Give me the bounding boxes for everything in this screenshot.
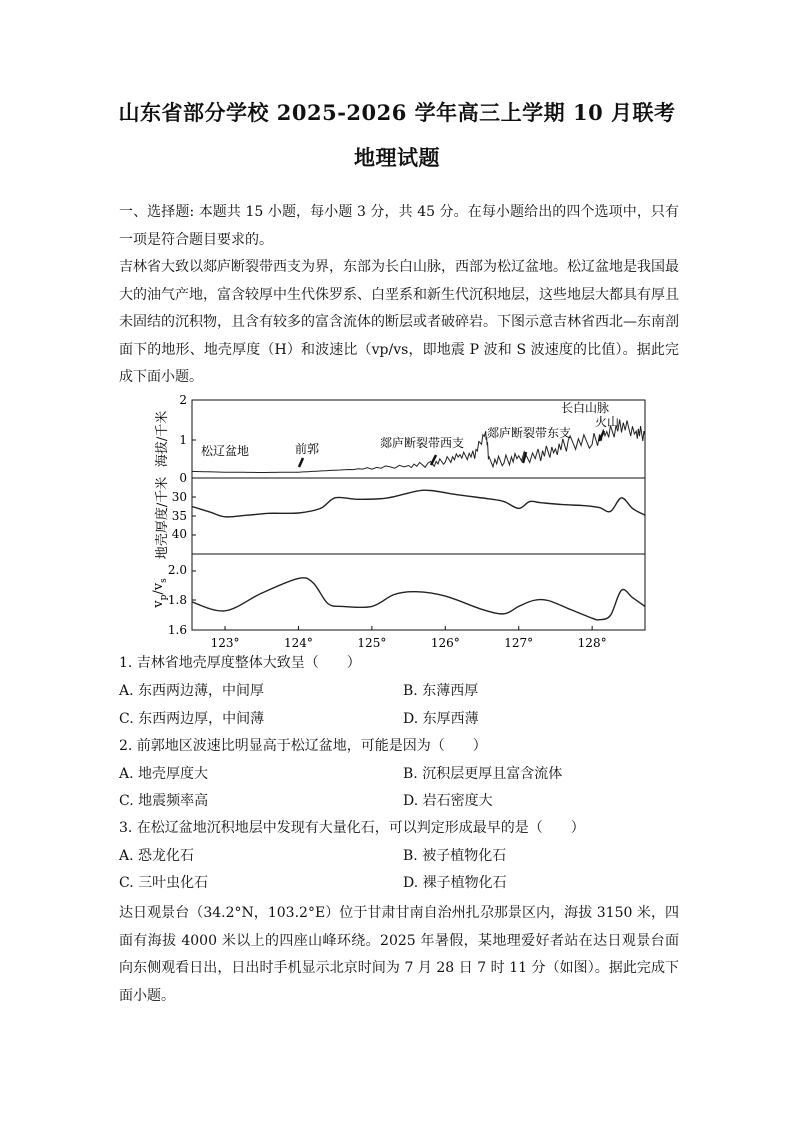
question-3-stem: 3. 在松辽盆地沉积地层中发现有大量化石，可以判定形成最早的是（ ） [119, 820, 585, 836]
q1-option-a[interactable]: A. 东西两边薄，中间厚 [119, 683, 265, 699]
q2-option-a[interactable]: A. 地壳厚度大 [119, 766, 209, 782]
passage-2: 达日观景台（34.2°N，103.2°E）位于甘肃甘南自治州扎尕那景区内，海拔 3150 米，四面有海拔 4000 米以上的四座山峰环绕。2025 年暑假，某地理爱好者站在达日观景台面向东侧观看日出，日出时手机显示北京时间为 7 月 28 日 7 时 11 分（如图）。据此完成下面小题。 [119, 905, 679, 1004]
q3-option-b[interactable]: B. 被子植物化石 [403, 848, 507, 864]
figure-frame [192, 400, 645, 630]
q1-option-c[interactable]: C. 东西两边厚，中间薄 [119, 711, 265, 727]
section-intro: 一、选择题: 本题共 15 小题，每小题 3 分，共 45 分。在每小题给出的四个选项中，只有一项是符合题目要求的。 [119, 204, 679, 248]
panel3-ytick: 1.6 [167, 623, 187, 637]
panel1-ylabel: 海拔/千米 [155, 410, 170, 468]
label-changbai: 长白山脉 [561, 401, 610, 415]
panel3-ytick: 2.0 [167, 563, 187, 577]
question-1-stem: 1. 吉林省地壳厚度整体大致呈（ ） [119, 655, 361, 671]
panel1 [154, 395, 645, 485]
label-east-branch: 郯庐断裂带东支 [487, 426, 572, 440]
y-tick-marks [192, 440, 196, 600]
x-tick-label: 125° [357, 636, 387, 650]
ylabel-s: s [159, 578, 169, 583]
panel2-ytick: 40 [171, 527, 187, 541]
panel2 [154, 477, 645, 559]
panel1-ytick: 2 [179, 395, 187, 407]
question-2-stem: 2. 前郭地区波速比明显高于松辽盆地，可能是因为（ ） [119, 738, 487, 754]
x-tick-label: 126° [430, 636, 460, 650]
vpvs-line [192, 578, 645, 620]
page-title: 山东省部分学校 2025-2026 学年高三上学期 10 月联考 [118, 100, 676, 125]
passage-1: 吉林省大致以郯庐断裂带西支为界，东部为长白山脉，西部为松辽盆地。松辽盆地是我国最大的油气产地，富含较厚中生代侏罗系、白垩系和新生代沉积地层，这些地层大都具有厚且未固结的沉积物，且含有较多的富含流体的断层或者破碎岩。下图示意吉林省西北—东南剖面下的地形、地壳厚度（H）和波速比（vp/vs，即地震 P 波和 S 波速度的比值）。据此完成下面小题。 [119, 259, 679, 385]
label-west-branch: 郯庐断裂带西支 [380, 436, 465, 450]
q3-option-d[interactable]: D. 裸子植物化石 [403, 875, 507, 891]
panel2-ytick: 30 [171, 490, 187, 504]
label-volcano: 火山 [595, 415, 620, 429]
panel1-ytick: 0 [179, 471, 187, 485]
q2-option-b[interactable]: B. 沉积层更厚且富含流体 [403, 766, 563, 782]
page-subtitle: 地理试题 [354, 145, 440, 170]
q3-option-c[interactable]: C. 三叶虫化石 [119, 875, 209, 891]
q3-option-a[interactable]: A. 恐龙化石 [119, 848, 195, 864]
crust-thickness-line [192, 490, 645, 517]
ylabel-sep: /v [151, 582, 166, 595]
q2-option-c[interactable]: C. 地震频率高 [119, 793, 209, 809]
ylabel-p: p [159, 594, 169, 601]
profile-figure [140, 395, 660, 655]
panel2-ylabel: 地壳厚度/千米 [155, 476, 170, 560]
ylabel-v: v [151, 600, 166, 608]
panel2-ytick: 35 [171, 509, 187, 523]
arrow-qianguo [299, 458, 303, 467]
q2-option-d[interactable]: D. 岩石密度大 [403, 793, 493, 809]
x-tick-label: 128° [577, 636, 607, 650]
x-tick-label: 123° [210, 636, 240, 650]
q1-option-d[interactable]: D. 东厚西薄 [403, 711, 479, 727]
panel3 [151, 563, 645, 637]
x-tick-label: 127° [504, 636, 534, 650]
q1-option-b[interactable]: B. 东薄西厚 [403, 683, 479, 699]
panel3-ylabel [151, 578, 169, 609]
panel1-ytick: 1 [179, 433, 187, 447]
panel3-ytick: 1.8 [167, 593, 187, 607]
label-songliao: 松辽盆地 [201, 444, 250, 458]
x-tick-label: 124° [284, 636, 313, 650]
label-qianguo: 前郭 [295, 442, 320, 456]
